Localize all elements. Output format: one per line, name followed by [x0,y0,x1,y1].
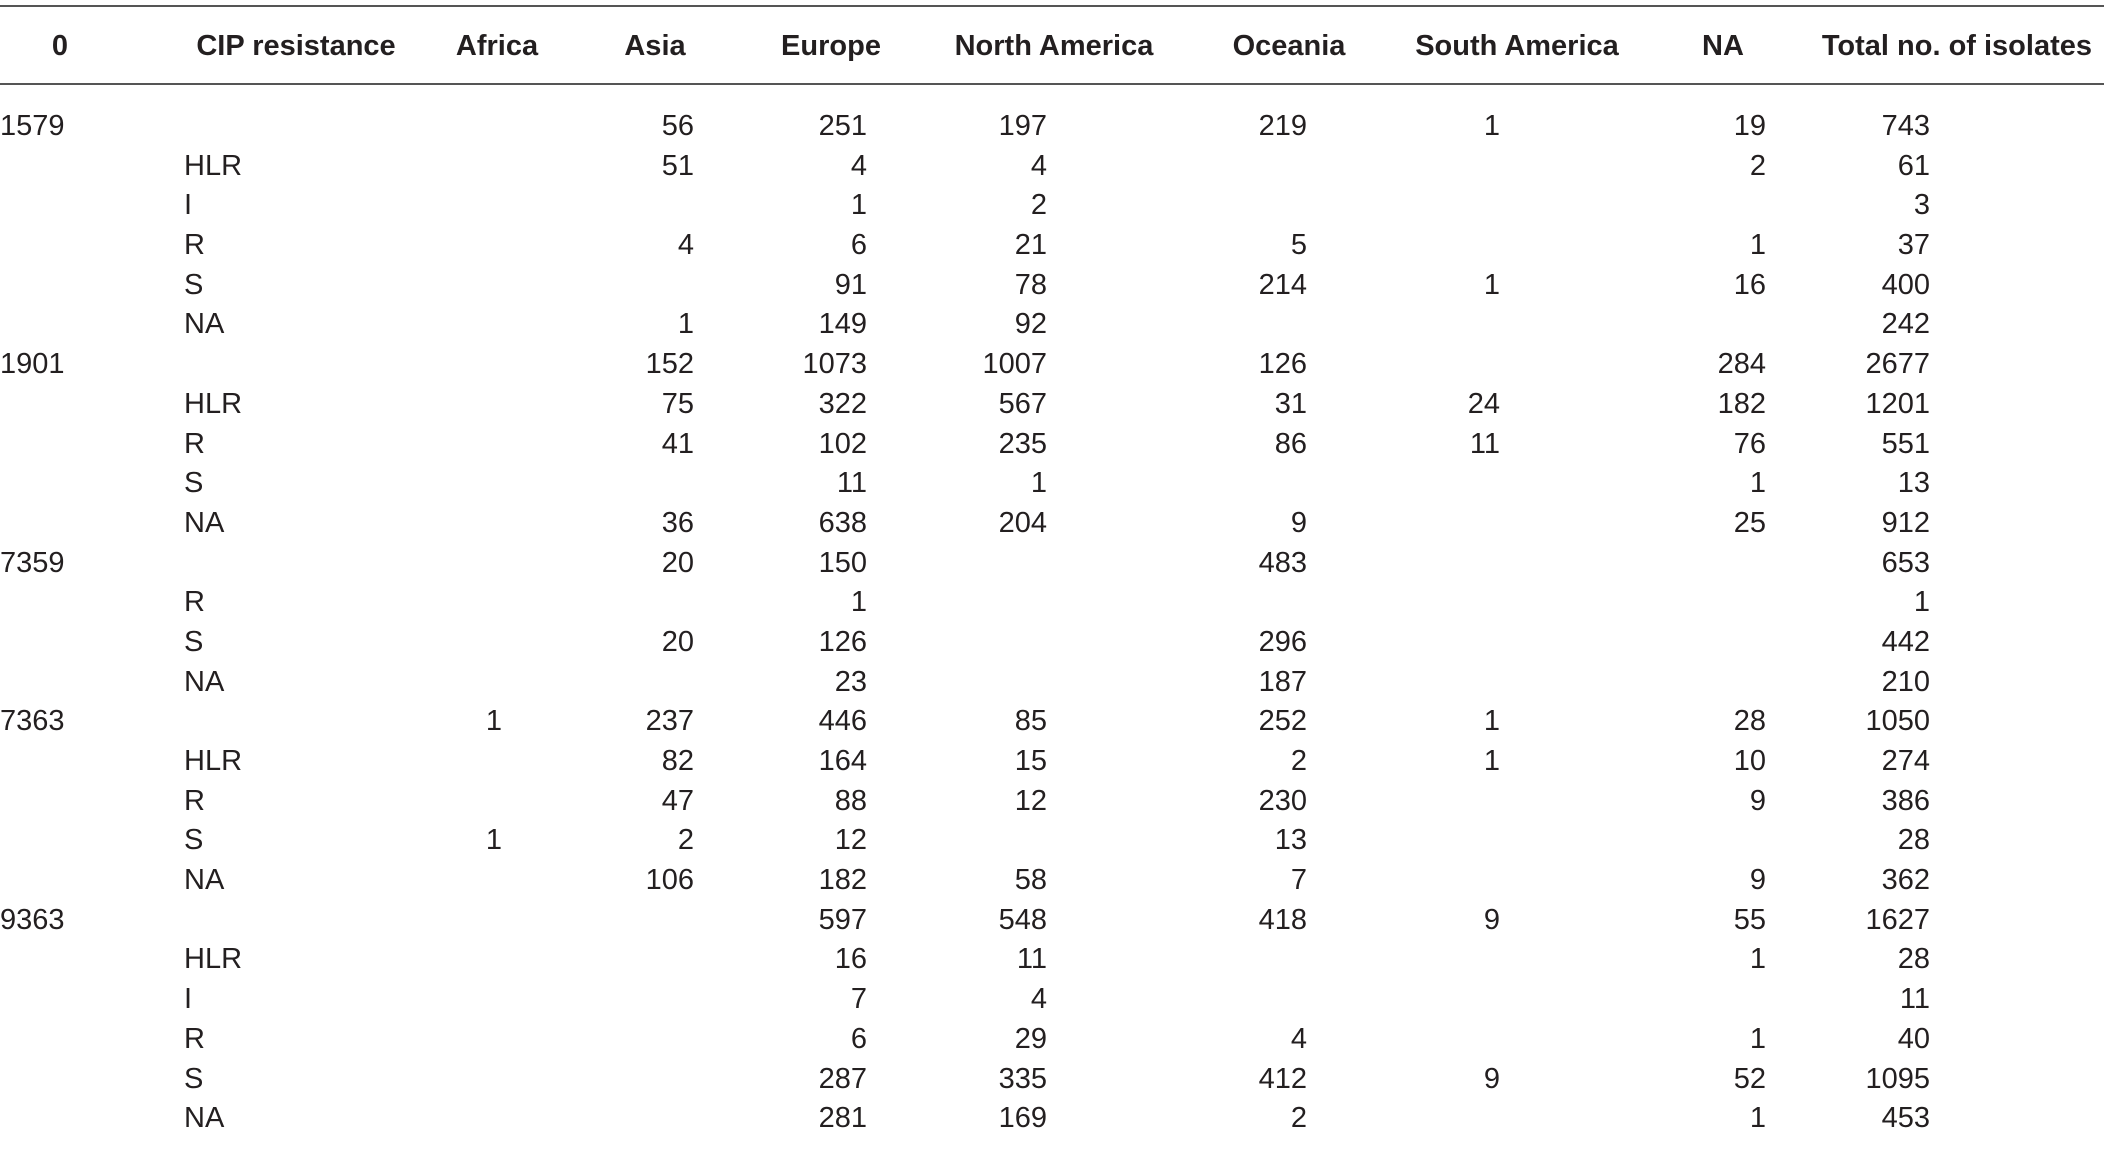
table-header-rule [0,83,2104,85]
table-body [0,106,2104,1138]
cell-cip-resistance: I [184,983,193,1016]
cell-cip-resistance: R [184,427,205,460]
cell-asia: 56 [661,110,694,142]
cell-oceania: 214 [1258,268,1307,301]
cell-asia: 20 [661,546,694,579]
cell-north-america: 85 [1014,705,1047,738]
cell-europe: 91 [834,268,867,301]
cell-na: 1 [1749,229,1766,262]
cell-europe: 1073 [802,348,867,381]
cell-total: 1095 [1865,1062,1930,1095]
cell-oceania: 9 [1290,506,1307,539]
table-row [0,146,2104,186]
cell-total: 362 [1881,864,1930,897]
cell-oceania: 412 [1258,1062,1307,1095]
cell-cip-resistance: NA [184,665,225,698]
header-cip-resistance: CIP resistance [196,30,396,62]
cell-cip-resistance: HLR [184,149,243,182]
table-row [0,582,2104,622]
cell-st: 9363 [0,903,65,936]
cell-europe: 126 [818,625,867,658]
table-row [0,781,2104,821]
table-row [0,860,2104,900]
table-row [0,662,2104,702]
table-row [0,344,2104,384]
cell-na: 182 [1717,387,1766,420]
cell-europe: 322 [818,387,867,420]
table-top-rule [0,5,2104,7]
cell-europe: 182 [818,864,867,897]
cell-south-america: 1 [1483,705,1500,738]
cell-asia: 41 [661,427,694,460]
cell-total: 210 [1881,665,1930,698]
cell-cip-resistance: R [184,229,205,262]
cell-asia: 75 [661,387,694,420]
header-st: 0 [51,30,69,62]
cell-total: 912 [1881,506,1930,539]
cell-na: 76 [1733,427,1766,460]
cell-north-america: 197 [998,110,1047,142]
table-row [0,1098,2104,1138]
cell-asia: 237 [645,705,694,738]
cell-north-america: 58 [1014,864,1047,897]
cell-europe: 4 [850,149,867,182]
table-row [0,463,2104,503]
cell-total: 653 [1881,546,1930,579]
header-asia: Asia [624,30,686,62]
cell-oceania: 126 [1258,348,1307,381]
cell-europe: 251 [818,110,867,142]
table-row [0,939,2104,979]
cell-asia: 51 [661,149,694,182]
cell-na: 1 [1749,467,1766,500]
cell-north-america: 15 [1014,745,1047,777]
cell-north-america: 11 [1016,943,1047,976]
cell-oceania: 252 [1258,705,1307,738]
cell-na: 52 [1733,1062,1766,1095]
header-total-isolates: Total no. of isolates [1821,30,2092,62]
cell-europe: 12 [834,824,867,857]
cell-cip-resistance: NA [184,1102,225,1135]
cell-st: 1901 [0,348,65,381]
cell-na: 284 [1717,348,1766,381]
cell-na: 16 [1733,268,1766,301]
table-row [0,225,2104,265]
cell-europe: 638 [818,506,867,539]
cell-oceania: 296 [1258,625,1307,658]
cell-total: 13 [1897,467,1930,500]
cell-cip-resistance: R [184,586,205,619]
cell-europe: 23 [834,665,867,698]
cell-cip-resistance: S [184,1062,204,1095]
cell-europe: 597 [818,903,867,936]
table-row [0,543,2104,583]
cell-oceania: 5 [1290,229,1307,262]
cell-south-america: 9 [1483,903,1500,936]
cell-oceania: 2 [1290,1102,1307,1135]
cell-cip-resistance: R [184,784,205,817]
cell-total: 386 [1881,784,1930,817]
cell-cip-resistance: NA [184,864,225,897]
cell-north-america: 1 [1030,467,1047,500]
cell-total: 37 [1897,229,1930,262]
header-europe: Europe [781,30,881,62]
table-row [0,701,2104,741]
cell-north-america: 1007 [982,348,1047,381]
cell-na: 9 [1749,784,1766,817]
cell-north-america: 4 [1030,983,1047,1016]
cell-cip-resistance: R [184,1022,205,1055]
cell-na: 2 [1749,149,1766,182]
cell-cip-resistance: HLR [184,387,243,420]
cell-europe: 6 [850,229,867,262]
cell-cip-resistance: HLR [184,745,243,777]
cell-st: 1579 [0,110,65,142]
cell-europe: 7 [850,983,867,1016]
cell-total: 40 [1897,1022,1930,1055]
cell-total: 242 [1881,308,1930,341]
cell-north-america: 204 [998,506,1047,539]
table-row [0,304,2104,344]
cell-total: 1050 [1865,705,1930,738]
cell-na: 1 [1749,943,1766,976]
cell-cip-resistance: S [184,467,204,500]
table-row [0,384,2104,424]
table-row [0,741,2104,781]
cell-oceania: 7 [1290,864,1307,897]
cell-north-america: 21 [1014,229,1047,262]
cell-europe: 1 [850,586,867,619]
cell-na: 55 [1733,903,1766,936]
table-row [0,979,2104,1019]
cell-asia: 2 [677,824,694,857]
cell-na: 1 [1749,1102,1766,1135]
cell-cip-resistance: HLR [184,943,243,976]
cell-south-america: 1 [1483,745,1500,777]
cell-oceania: 2 [1290,745,1307,777]
table-row [0,424,2104,464]
cell-cip-resistance: S [184,824,204,857]
cell-cip-resistance: NA [184,506,225,539]
cell-north-america: 548 [998,903,1047,936]
table-row [0,622,2104,662]
cell-south-america: 9 [1483,1062,1500,1095]
table-row [0,1059,2104,1099]
cell-total: 28 [1897,943,1930,976]
cell-na: 9 [1749,864,1766,897]
table-row [0,265,2104,305]
header-oceania: Oceania [1232,30,1346,62]
cell-total: 274 [1881,745,1930,777]
cell-total: 1627 [1865,903,1930,936]
cell-europe: 6 [850,1022,867,1055]
header-africa: Africa [455,30,539,62]
cell-south-america: 1 [1483,268,1500,301]
cell-europe: 446 [818,705,867,738]
cell-cip-resistance: I [184,189,193,222]
cell-europe: 164 [818,745,867,777]
cell-total: 1 [1913,586,1930,619]
cell-total: 453 [1881,1102,1930,1135]
cell-north-america: 92 [1014,308,1047,341]
table-row [0,1019,2104,1059]
cell-total: 743 [1881,110,1930,142]
cell-north-america: 29 [1014,1022,1047,1055]
cell-europe: 287 [818,1062,867,1095]
cell-north-america: 4 [1030,149,1047,182]
cell-north-america: 2 [1030,189,1047,222]
header-south-america: South America [1415,30,1619,62]
cell-south-america: 11 [1469,427,1500,460]
cell-north-america: 78 [1014,268,1047,301]
cell-na: 19 [1733,110,1766,142]
cell-africa: 1 [485,705,502,738]
cell-cip-resistance: S [184,268,204,301]
cell-total: 442 [1881,625,1930,658]
cell-asia: 106 [645,864,694,897]
cell-oceania: 219 [1258,110,1307,142]
cell-asia: 36 [661,506,694,539]
cell-south-america: 1 [1483,110,1500,142]
cell-oceania: 13 [1274,824,1307,857]
cell-asia: 47 [661,784,694,817]
cell-asia: 4 [677,229,694,262]
cell-europe: 11 [836,467,867,500]
cell-oceania: 418 [1258,903,1307,936]
cell-north-america: 169 [998,1102,1047,1135]
cell-total: 3 [1913,189,1930,222]
table-header [0,24,2104,68]
cell-total: 61 [1897,149,1930,182]
cell-na: 25 [1733,506,1766,539]
table-row [0,185,2104,225]
cell-st: 7363 [0,705,65,738]
cell-cip-resistance: S [184,625,204,658]
cell-st: 7359 [0,546,65,579]
header-na: NA [1702,30,1744,62]
cell-oceania: 230 [1258,784,1307,817]
cell-total: 400 [1881,268,1930,301]
cell-total: 28 [1897,824,1930,857]
cell-europe: 150 [818,546,867,579]
cell-europe: 1 [850,189,867,222]
cell-europe: 88 [834,784,867,817]
cell-asia: 82 [661,745,694,777]
cell-oceania: 31 [1274,387,1307,420]
table-row [0,820,2104,860]
cell-north-america: 567 [998,387,1047,420]
cell-oceania: 187 [1258,665,1307,698]
cell-oceania: 483 [1258,546,1307,579]
cell-total: 1201 [1865,387,1930,420]
cell-total: 551 [1881,427,1930,460]
cell-north-america: 12 [1014,784,1047,817]
cell-north-america: 235 [998,427,1047,460]
table-row [0,503,2104,543]
cell-europe: 149 [818,308,867,341]
cell-oceania: 86 [1274,427,1307,460]
cell-asia: 152 [645,348,694,381]
header-north-america: North America [954,30,1154,62]
cell-na: 10 [1733,745,1766,777]
cell-south-america: 24 [1467,387,1500,420]
cell-total: 2677 [1865,348,1930,381]
table-row [0,900,2104,940]
cell-europe: 16 [834,943,867,976]
cell-europe: 281 [818,1102,867,1135]
cell-total: 11 [1899,983,1930,1016]
cell-africa: 1 [485,824,502,857]
cell-oceania: 4 [1290,1022,1307,1055]
cell-cip-resistance: NA [184,308,225,341]
table-row [0,106,2104,146]
cell-na: 1 [1749,1022,1766,1055]
cell-asia: 20 [661,625,694,658]
cell-asia: 1 [677,308,694,341]
cell-europe: 102 [818,427,867,460]
cell-north-america: 335 [998,1062,1047,1095]
cell-na: 28 [1733,705,1766,738]
